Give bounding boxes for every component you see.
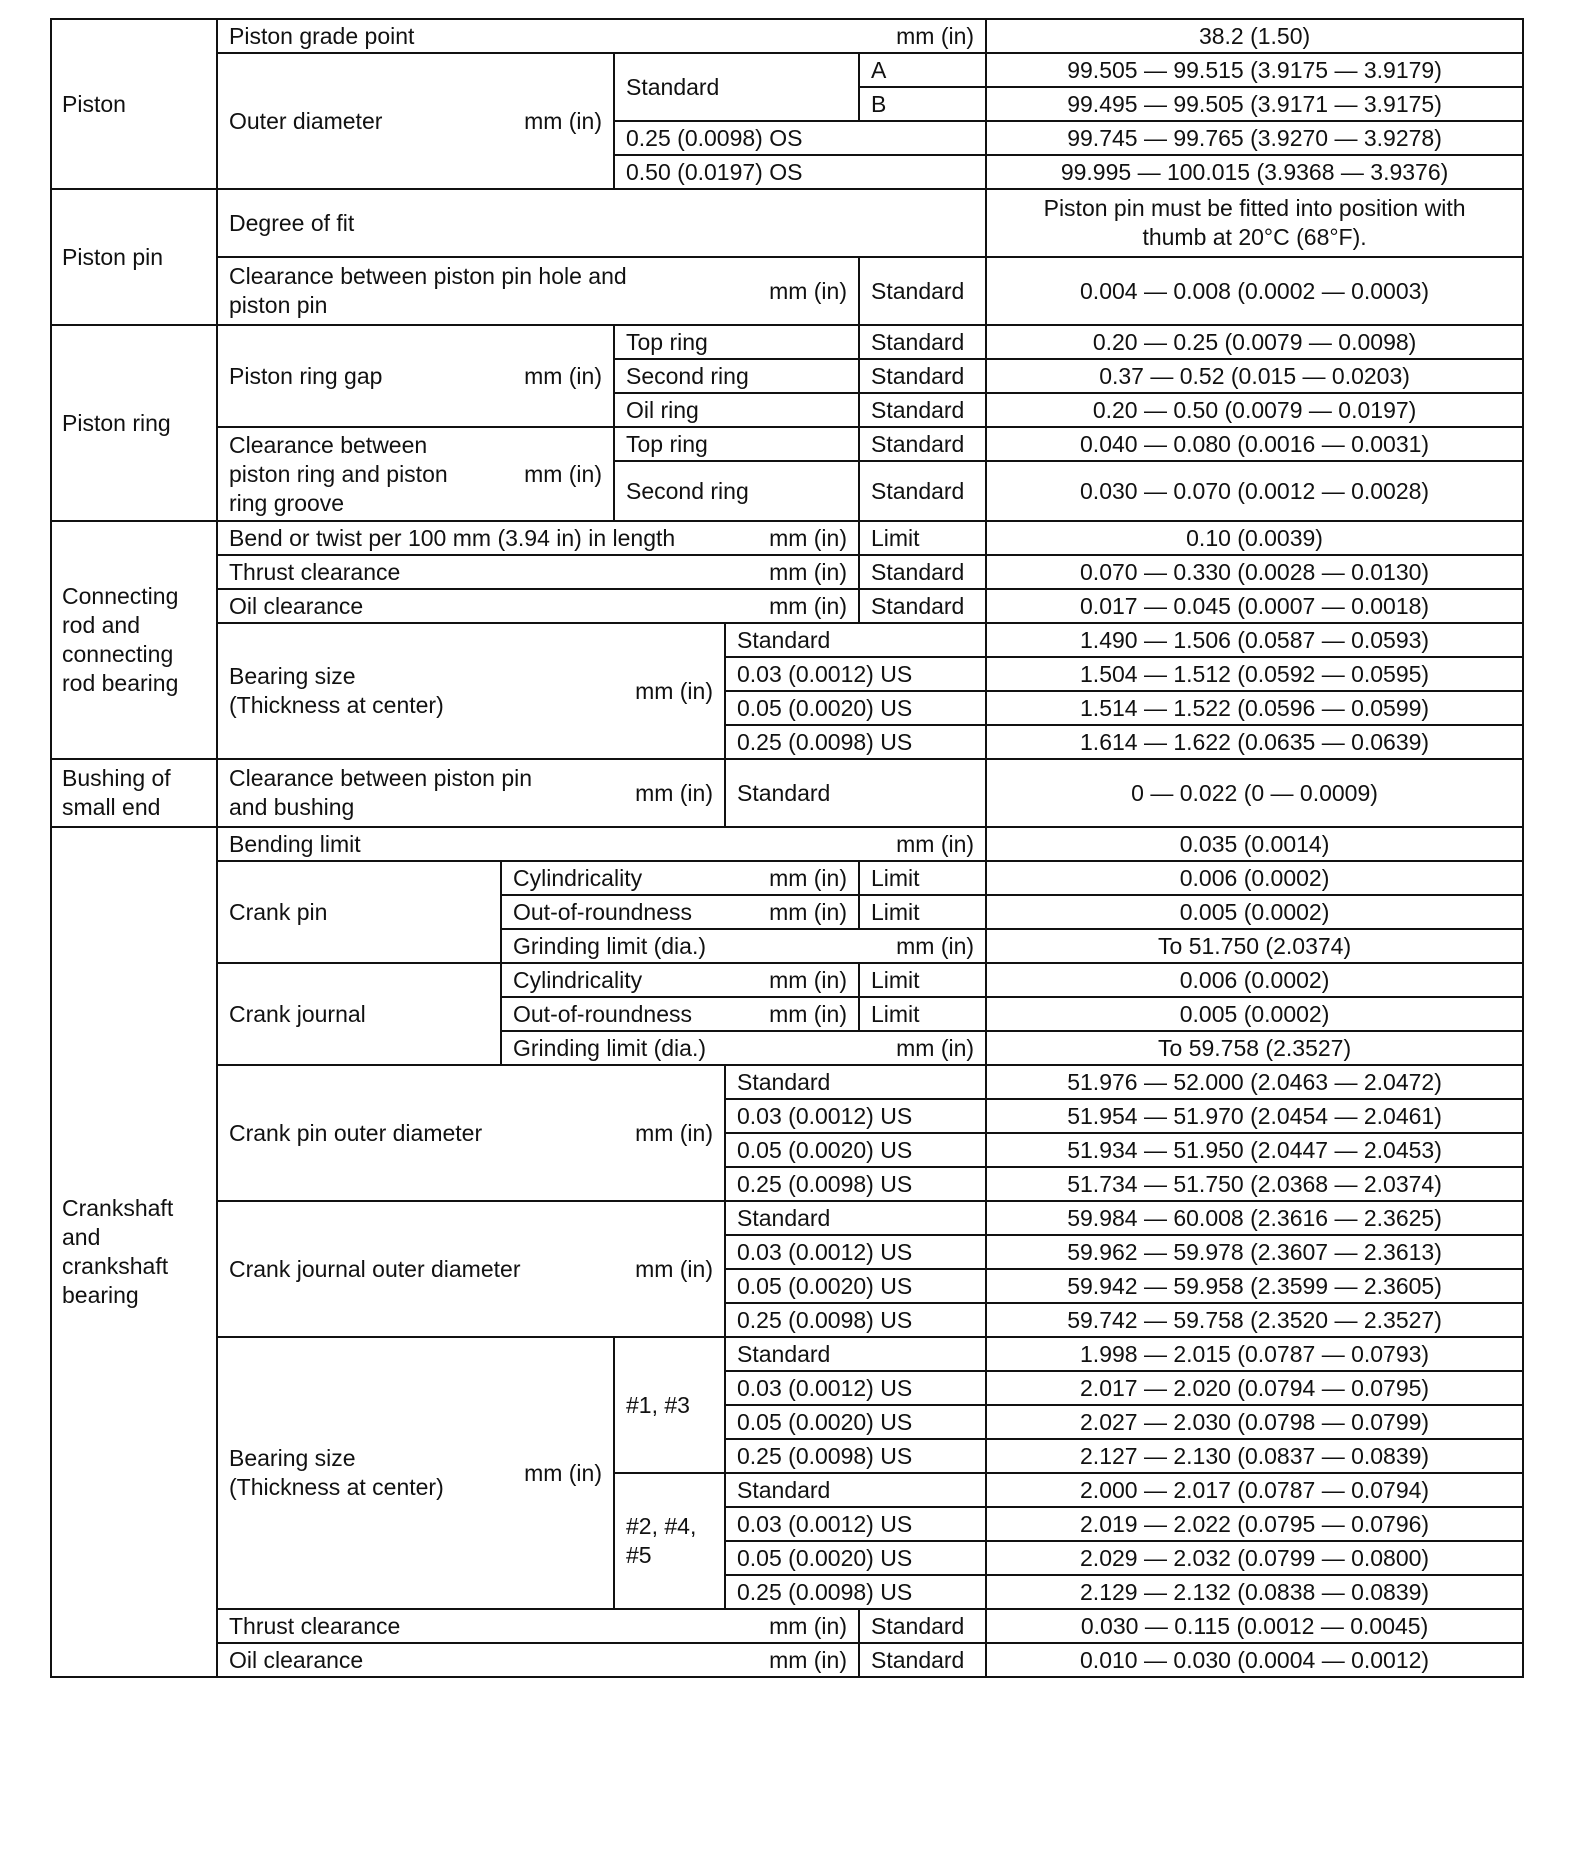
grade-cell: B (859, 87, 986, 121)
value-cell: 2.019 — 2.022 (0.0795 — 0.0796) (986, 1507, 1523, 1541)
grade-cell: A (859, 53, 986, 87)
table-row (51, 827, 1523, 861)
value-cell (986, 189, 1523, 257)
param-cell (217, 623, 725, 759)
category-piston: Piston (51, 19, 217, 189)
spec-cell: Standard (859, 1643, 986, 1677)
unit-label: mm (in) (769, 966, 847, 993)
spec-cell: Standard (859, 325, 986, 359)
param-cell (217, 1337, 614, 1609)
param-label: Oil clearance (229, 1646, 364, 1673)
spec-cell: Standard (859, 393, 986, 427)
table-row (51, 1643, 1523, 1677)
value-cell: 0.017 — 0.045 (0.0007 — 0.0018) (986, 589, 1523, 623)
table-row (51, 1201, 1523, 1235)
param-label: Piston ring gap (229, 362, 383, 389)
unit-label: mm (in) (524, 460, 602, 487)
category-connecting-rod (51, 521, 217, 759)
spec-cell: 0.05 (0.0020) US (725, 1133, 986, 1167)
category-piston-ring: Piston ring (51, 325, 217, 521)
unit-label: mm (in) (896, 22, 975, 49)
unit-label: mm (in) (769, 1646, 847, 1673)
spec-cell: Standard (859, 257, 986, 325)
unit-label: mm (in) (635, 677, 713, 704)
spec-cell: 0.05 (0.0020) US (725, 1541, 986, 1575)
value-cell: To 51.750 (2.0374) (986, 929, 1523, 963)
sub-param-label: Out-of-roundness (513, 1000, 692, 1027)
param-label: Bearing size (229, 1445, 356, 1471)
spec-cell: Limit (859, 963, 986, 997)
table-row (51, 427, 1523, 461)
value-cell: 0.035 (0.0014) (986, 827, 1523, 861)
value-cell: 0.006 (0.0002) (986, 861, 1523, 895)
param-label: Thrust clearance (229, 558, 401, 585)
ring-cell: Top ring (614, 325, 859, 359)
table-row (51, 861, 1523, 895)
sub-param-cell (501, 1031, 986, 1065)
unit-label: mm (in) (635, 779, 713, 806)
value-cell: 51.934 — 51.950 (2.0447 — 2.0453) (986, 1133, 1523, 1167)
value-cell: 1.998 — 2.015 (0.0787 — 0.0793) (986, 1337, 1523, 1371)
value-cell: 59.742 — 59.758 (2.3520 — 2.3527) (986, 1303, 1523, 1337)
value-cell: 0.20 — 0.25 (0.0079 — 0.0098) (986, 325, 1523, 359)
param-label: piston pin (229, 292, 328, 318)
spec-cell: 0.03 (0.0012) US (725, 657, 986, 691)
value-cell: 0.005 (0.0002) (986, 895, 1523, 929)
category-piston-pin: Piston pin (51, 189, 217, 325)
spec-cell: 0.25 (0.0098) US (725, 1167, 986, 1201)
category-line: Crankshaft (62, 1195, 174, 1221)
param-cell (217, 759, 725, 827)
param-label: ring groove (229, 489, 345, 516)
param-label: (Thickness at center) (229, 692, 444, 718)
spec-cell: 0.50 (0.0197) OS (614, 155, 986, 189)
value-cell: 2.127 — 2.130 (0.0837 — 0.0839) (986, 1439, 1523, 1473)
spec-cell: Standard (725, 1337, 986, 1371)
value-cell: 99.745 — 99.765 (3.9270 — 3.9278) (986, 121, 1523, 155)
value-cell: 99.495 — 99.505 (3.9171 — 3.9175) (986, 87, 1523, 121)
param-cell (217, 1609, 859, 1643)
param-label: Oil clearance (229, 592, 364, 619)
unit-label: mm (in) (769, 898, 847, 925)
journal-group-cell (614, 1473, 725, 1609)
unit-label: mm (in) (524, 1459, 602, 1486)
sub-param-label: Grinding limit (dia.) (513, 1034, 706, 1061)
param-cell (217, 1065, 725, 1201)
param-label: Piston grade point (229, 22, 415, 49)
value-cell: To 59.758 (2.3527) (986, 1031, 1523, 1065)
unit-label: mm (in) (635, 1255, 713, 1282)
ring-cell: Second ring (614, 461, 859, 521)
value-cell: 0 — 0.022 (0 — 0.0009) (986, 759, 1523, 827)
spec-cell: 0.03 (0.0012) US (725, 1235, 986, 1269)
category-line: Connecting (62, 583, 179, 609)
spec-cell: 0.03 (0.0012) US (725, 1507, 986, 1541)
table-row (51, 759, 1523, 827)
table-row (51, 521, 1523, 555)
table-row (51, 1609, 1523, 1643)
spec-cell: 0.25 (0.0098) OS (614, 121, 986, 155)
value-cell: 2.029 — 2.032 (0.0799 — 0.0800) (986, 1541, 1523, 1575)
unit-label: mm (in) (635, 1119, 713, 1146)
sub-param-cell (501, 895, 859, 929)
value-cell: 0.030 — 0.070 (0.0012 — 0.0028) (986, 461, 1523, 521)
journal-group-cell: #1, #3 (614, 1337, 725, 1473)
unit-label: mm (in) (769, 864, 847, 891)
value-cell: 51.976 — 52.000 (2.0463 — 2.0472) (986, 1065, 1523, 1099)
ring-cell: Top ring (614, 427, 859, 461)
param-cell: Crank journal (217, 963, 501, 1065)
value-line: Piston pin must be fitted into position with (1043, 195, 1466, 221)
unit-label: mm (in) (769, 592, 847, 619)
value-cell: 2.017 — 2.020 (0.0794 — 0.0795) (986, 1371, 1523, 1405)
spec-cell: 0.03 (0.0012) US (725, 1099, 986, 1133)
spec-cell: Standard (725, 1201, 986, 1235)
value-cell: 99.995 — 100.015 (3.9368 — 3.9376) (986, 155, 1523, 189)
unit-label: mm (in) (524, 362, 602, 389)
value-cell: 0.040 — 0.080 (0.0016 — 0.0031) (986, 427, 1523, 461)
spec-cell: 0.25 (0.0098) US (725, 725, 986, 759)
table-row (51, 257, 1523, 325)
spec-cell: Standard (614, 53, 859, 121)
unit-label: mm (in) (769, 1612, 847, 1639)
spec-cell: 0.25 (0.0098) US (725, 1303, 986, 1337)
param-label: Bending limit (229, 830, 361, 857)
unit-label: mm (in) (896, 932, 975, 959)
param-label: piston ring and piston (229, 460, 448, 487)
value-cell: 0.005 (0.0002) (986, 997, 1523, 1031)
param-cell: Degree of fit (217, 189, 986, 257)
spec-cell: 0.05 (0.0020) US (725, 691, 986, 725)
category-line: and (62, 1224, 101, 1250)
param-cell (217, 521, 859, 555)
unit-label: mm (in) (896, 830, 975, 857)
spec-cell: Standard (859, 359, 986, 393)
param-label: Clearance between piston pin (229, 765, 533, 791)
spec-cell: 0.05 (0.0020) US (725, 1405, 986, 1439)
value-cell: 99.505 — 99.515 (3.9175 — 3.9179) (986, 53, 1523, 87)
param-cell (217, 827, 986, 861)
spec-cell: Limit (859, 895, 986, 929)
sub-param-label: Out-of-roundness (513, 898, 692, 925)
value-cell: 0.030 — 0.115 (0.0012 — 0.0045) (986, 1609, 1523, 1643)
category-line: rod bearing (62, 670, 179, 696)
param-label: Crank pin outer diameter (229, 1119, 483, 1146)
param-cell (217, 427, 614, 521)
table-row (51, 555, 1523, 589)
param-label: Bend or twist per 100 mm (3.94 in) in length (229, 524, 676, 551)
value-cell: 51.954 — 51.970 (2.0454 — 2.0461) (986, 1099, 1523, 1133)
category-line: small end (62, 794, 161, 820)
spec-cell: 0.25 (0.0098) US (725, 1439, 986, 1473)
value-cell: 1.614 — 1.622 (0.0635 — 0.0639) (986, 725, 1523, 759)
unit-label: mm (in) (769, 524, 847, 551)
sub-param-label: Cylindricality (513, 864, 643, 891)
value-cell: 0.010 — 0.030 (0.0004 — 0.0012) (986, 1643, 1523, 1677)
param-cell (217, 19, 986, 53)
category-line: bearing (62, 1282, 139, 1308)
value-cell: 0.10 (0.0039) (986, 521, 1523, 555)
spec-cell: Standard (859, 555, 986, 589)
param-cell (217, 53, 614, 189)
category-bushing (51, 759, 217, 827)
value-cell: 2.129 — 2.132 (0.0838 — 0.0839) (986, 1575, 1523, 1609)
value-cell: 2.000 — 2.017 (0.0787 — 0.0794) (986, 1473, 1523, 1507)
param-cell (217, 555, 859, 589)
value-cell: 59.984 — 60.008 (2.3616 — 2.3625) (986, 1201, 1523, 1235)
category-line: connecting (62, 641, 174, 667)
param-label: Clearance between (229, 431, 428, 458)
group-line: #2, #4, (626, 1513, 697, 1539)
spec-cell: Standard (859, 427, 986, 461)
spec-cell: Standard (859, 461, 986, 521)
table-row (51, 1337, 1523, 1371)
spec-cell: 0.25 (0.0098) US (725, 1575, 986, 1609)
ring-cell: Oil ring (614, 393, 859, 427)
param-cell (217, 325, 614, 427)
spec-cell: Standard (725, 1473, 986, 1507)
value-cell: 0.070 — 0.330 (0.0028 — 0.0130) (986, 555, 1523, 589)
value-cell: 0.20 — 0.50 (0.0079 — 0.0197) (986, 393, 1523, 427)
spec-table (50, 18, 1524, 1678)
table-row (51, 325, 1523, 359)
table-row (51, 53, 1523, 87)
value-cell: 0.006 (0.0002) (986, 963, 1523, 997)
value-cell: 1.490 — 1.506 (0.0587 — 0.0593) (986, 623, 1523, 657)
ring-cell: Second ring (614, 359, 859, 393)
param-cell (217, 1201, 725, 1337)
unit-label: mm (in) (769, 277, 847, 304)
category-line: crankshaft (62, 1253, 169, 1279)
value-cell: 51.734 — 51.750 (2.0368 — 2.0374) (986, 1167, 1523, 1201)
sub-param-cell (501, 997, 859, 1031)
spec-cell: Limit (859, 997, 986, 1031)
param-cell (217, 589, 859, 623)
unit-label: mm (in) (769, 558, 847, 585)
spec-cell: Standard (725, 759, 986, 827)
spec-cell: 0.03 (0.0012) US (725, 1371, 986, 1405)
category-crankshaft (51, 827, 217, 1677)
value-cell: 38.2 (1.50) (986, 19, 1523, 53)
param-label: Thrust clearance (229, 1612, 401, 1639)
param-label: Crank journal outer diameter (229, 1255, 521, 1282)
unit-label: mm (in) (896, 1034, 975, 1061)
param-label: Outer diameter (229, 107, 383, 134)
sub-param-cell (501, 861, 859, 895)
sub-param-cell (501, 929, 986, 963)
value-cell: 59.942 — 59.958 (2.3599 — 2.3605) (986, 1269, 1523, 1303)
value-cell: 0.004 — 0.008 (0.0002 — 0.0003) (986, 257, 1523, 325)
table-row (51, 1065, 1523, 1099)
sub-param-label: Cylindricality (513, 966, 643, 993)
value-cell: 1.504 — 1.512 (0.0592 — 0.0595) (986, 657, 1523, 691)
spec-cell: Limit (859, 861, 986, 895)
sub-param-label: Grinding limit (dia.) (513, 932, 706, 959)
value-cell: 59.962 — 59.978 (2.3607 — 2.3613) (986, 1235, 1523, 1269)
spec-cell: Standard (725, 1065, 986, 1099)
category-line: rod and (62, 612, 141, 638)
group-line: #5 (626, 1542, 652, 1568)
category-line: Bushing of (62, 765, 171, 791)
param-label: Bearing size (229, 663, 356, 689)
spec-cell: Standard (859, 1609, 986, 1643)
table-row (51, 623, 1523, 657)
unit-label: mm (in) (524, 107, 602, 134)
unit-label: mm (in) (769, 1000, 847, 1027)
param-label: and bushing (229, 794, 355, 820)
table-row (51, 189, 1523, 257)
param-label: (Thickness at center) (229, 1474, 444, 1500)
sub-param-cell (501, 963, 859, 997)
value-cell: 1.514 — 1.522 (0.0596 — 0.0599) (986, 691, 1523, 725)
param-label: Clearance between piston pin hole and (229, 263, 627, 289)
param-cell (217, 257, 859, 325)
spec-cell: 0.05 (0.0020) US (725, 1269, 986, 1303)
param-cell: Crank pin (217, 861, 501, 963)
spec-cell: Standard (725, 623, 986, 657)
value-line: thumb at 20°C (68°F). (1142, 224, 1367, 250)
spec-cell: Standard (859, 589, 986, 623)
table-row (51, 963, 1523, 997)
param-cell (217, 1643, 859, 1677)
table-row (51, 19, 1523, 53)
value-cell: 0.37 — 0.52 (0.015 — 0.0203) (986, 359, 1523, 393)
table-row (51, 589, 1523, 623)
value-cell: 2.027 — 2.030 (0.0798 — 0.0799) (986, 1405, 1523, 1439)
spec-cell: Limit (859, 521, 986, 555)
